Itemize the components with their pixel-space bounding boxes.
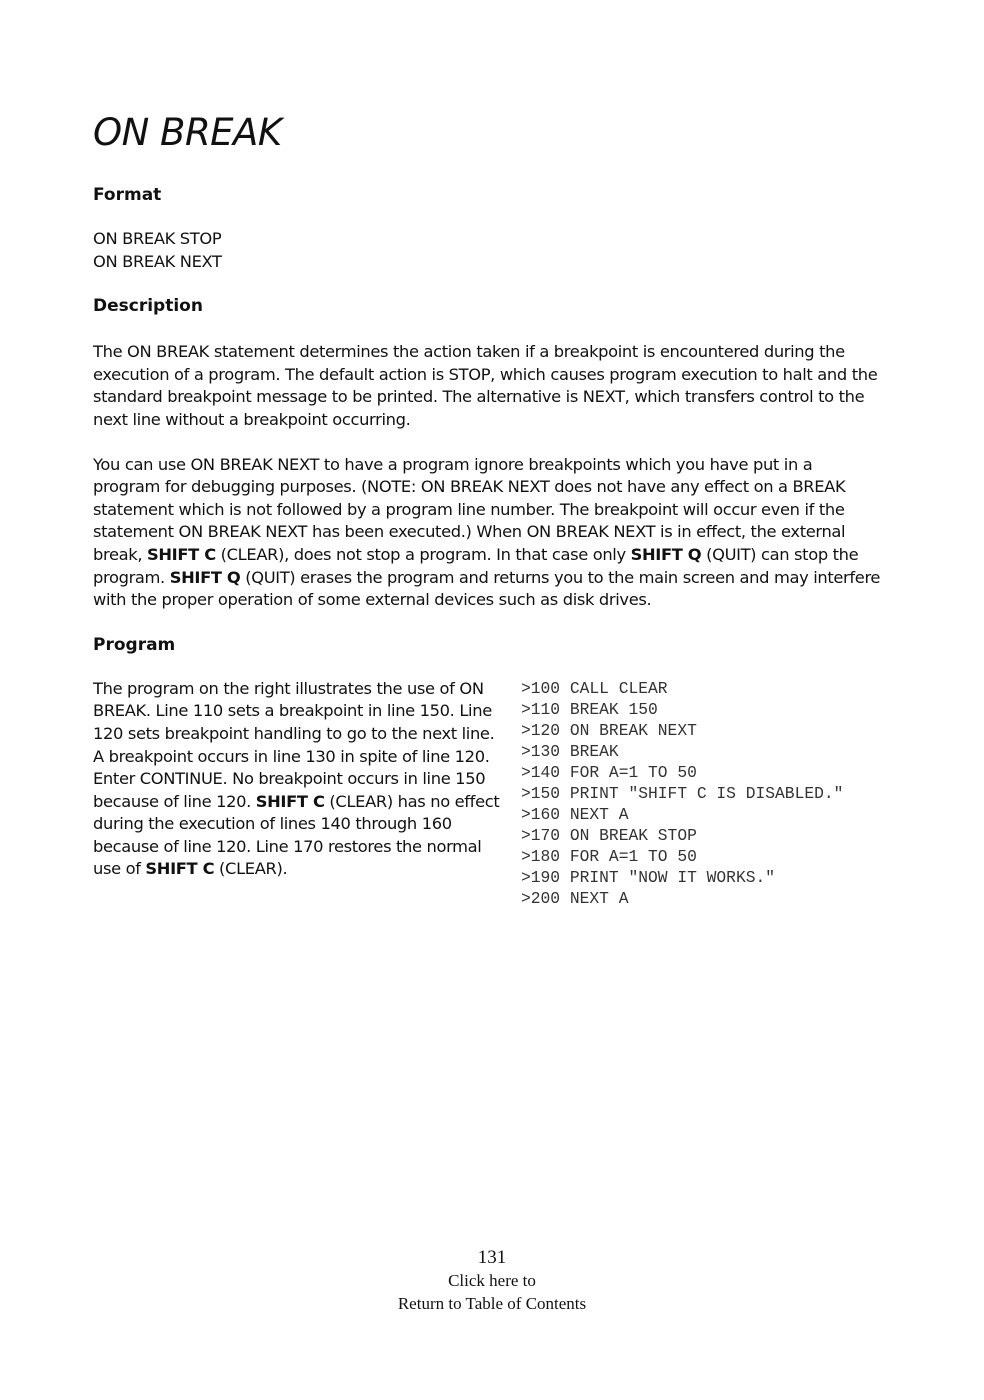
text-run: (QUIT) can stop the program.	[93, 544, 859, 587]
description-paragraph-2	[93, 454, 883, 612]
description-paragraph-1: The ON BREAK statement determines the action taken if a breakpoint is encountered during the execution of a program. The default action is STOP, which causes program execution to halt and the standard breakpoint message to be printed. The alternative is NEXT, which transfers control to the next line without a breakpoint occurring.	[93, 342, 878, 429]
page-footer	[0, 1247, 984, 1315]
key-shift-c: SHIFT C	[255, 791, 325, 811]
code-line: >190 PRINT "NOW IT WORKS."	[521, 867, 776, 887]
text-run: The program on the right illustrates the use of ON BREAK. Line 110 sets a breakpoint in line 150. Line 120 sets breakpoint handling to go to the next line. A breakpoint occurs in line 130 in spite of line 120. Enter CONTINUE. No breakpoint occurs in line 150 because of line 120.	[93, 678, 495, 811]
code-line: >110 BREAK 150	[521, 699, 658, 719]
format-line: ON BREAK STOP	[93, 229, 222, 248]
code-line: >200 NEXT A	[521, 888, 629, 908]
format-line: ON BREAK NEXT	[93, 251, 222, 271]
text-run: (QUIT) erases the program and returns you to the main screen and may interfere with the proper operation of some external devices such as disk drives.	[93, 567, 881, 610]
document-page	[93, 108, 883, 908]
code-line: >150 PRINT "SHIFT C IS DISABLED."	[521, 783, 844, 803]
code-line: >100 CALL CLEAR	[521, 678, 668, 698]
code-line: >170 ON BREAK STOP	[521, 825, 697, 845]
text-run: You can use ON BREAK NEXT to have a program ignore breakpoints which you have put in a program for debugging purposes. (NOTE: ON BREAK NEXT does not have any effect on a BREAK statement which is not followed by a program line number. The breakpoint will occur even if the statement ON BREAK NEXT has been executed.) When ON BREAK NEXT is in effect, the external break,	[93, 454, 846, 564]
format-heading: Format	[93, 185, 162, 205]
key-shift-c: SHIFT C	[147, 544, 216, 564]
code-line: >180 FOR A=1 TO 50	[521, 846, 697, 866]
code-line: >130 BREAK	[521, 741, 619, 761]
return-to-toc-link[interactable]	[0, 1269, 984, 1315]
program-explanation	[93, 678, 503, 881]
text-run: (CLEAR).	[214, 859, 288, 879]
key-shift-q: SHIFT Q	[630, 544, 702, 564]
code-line: >160 NEXT A	[521, 804, 629, 824]
page-title: ON BREAK	[93, 111, 282, 154]
link-line[interactable]: Click here to	[448, 1271, 536, 1290]
program-listing	[521, 678, 851, 909]
text-run: (CLEAR), does not stop a program. In that case only	[215, 544, 631, 564]
format-lines	[93, 228, 883, 273]
page-number: 131	[477, 1247, 507, 1268]
key-shift-c: SHIFT C	[145, 859, 215, 879]
code-line: >140 FOR A=1 TO 50	[521, 762, 697, 782]
code-line: >120 ON BREAK NEXT	[521, 720, 697, 740]
program-heading: Program	[93, 634, 176, 655]
link-line[interactable]: Return to Table of Contents	[397, 1294, 587, 1313]
text-run: (CLEAR) has no effect during the execution of lines 140 through 160 because of line 120. Line 170 restores the normal use of	[93, 791, 500, 879]
description-heading: Description	[93, 296, 203, 317]
key-shift-q: SHIFT Q	[169, 567, 241, 587]
